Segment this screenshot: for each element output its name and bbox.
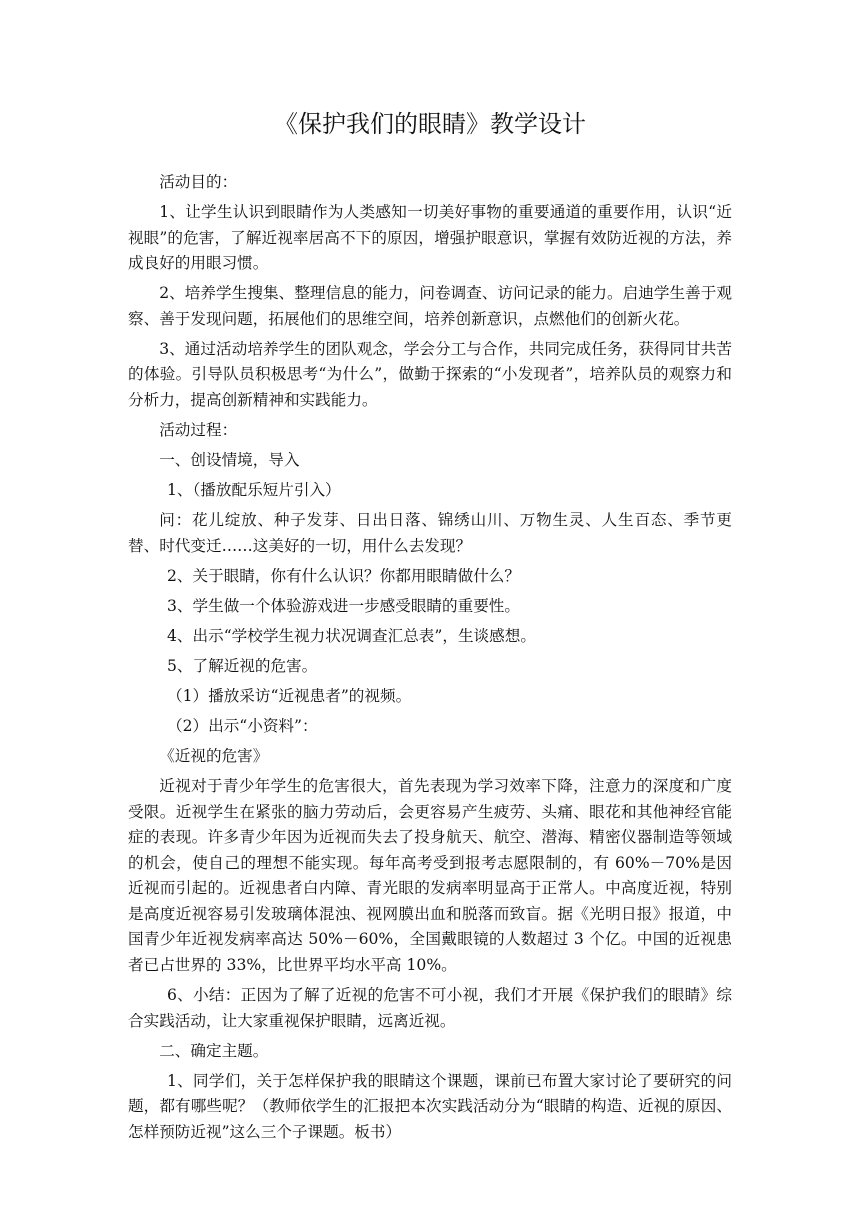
paragraph-section-purpose: 活动目的： [159,173,238,191]
paragraph-purpose-1: 1、让学生认识到眼睛作为人类感知一切美好事物的重要通道的重要作用，认识“近视眼”的危害，了解近视率居高不下的原因，增强护眼意识，掌握有效防近视的方法，养成良好的用眼习惯。 [128,203,732,273]
paragraph-step-4: 4、出示“学校学生视力状况调查汇总表”，生谈感想。 [167,626,536,645]
paragraph-purpose-2: 2、培养学生搜集、整理信息的能力，问卷调查、访问记录的能力。启迪学生善于观察、善于发现问题，拓展他们的思维空间，培养创新意识，点燃他们的创新火花。 [128,284,732,328]
paragraph-substep-2: （2）出示“小资料”： [167,717,318,736]
paragraph-material-body: 近视对于青少年学生的危害很大，首先表现为学习效率下降，注意力的深度和广度受限。近视学生在紧张的脑力劳动后，会更容易产生疲劳、头痛、眼花和其他神经官能症的表现。许多青少年因为近视而失去了投身航天、航空、潜海、精密仪器制造等领域的机会，使自己的理想不能实现。每年高考受到报考志愿限制的，有 60%－70%是因近视而引起的。近视患者白内障、青光眼的发病率明显高于正常人。中高度近视，特别是高度近视容易引发玻璃体混浊、视网膜出血和脱落而致盲。据《光明日报》报道，中国青少年近视发病率高达 50%－60%，全国戴眼镜的人数超过 3 个亿。中国的近视患者已占世界的 33%，比世界平均水平高 10%。 [128,777,732,974]
paragraph-step-1: 1、（播放配乐短片引入） [167,481,341,500]
paragraph-section-process: 活动过程： [159,420,238,439]
paragraph-heading-1: 一、创设情境，导入 [159,450,300,469]
paragraph-question: 问：花儿绽放、种子发芽、日出日落、锦绣山川、万物生灵、人生百态、季节更替、时代变迁……这美好的一切，用什么去发现？ [128,511,732,555]
paragraph-step-5: 5、了解近视的危害。 [167,657,318,676]
paragraph-step-6: 6、小结：正因为了解了近视的危害不可小视，我们才开展《保护我们的眼睛》综合实践活动，让大家重视保护眼睛，远离近视。 [128,986,732,1030]
paragraph-step-3: 3、学生做一个体验游戏进一步感受眼睛的重要性。 [167,596,520,615]
document-body [128,170,732,1150]
paragraph-material-title: 《近视的危害》 [159,747,269,766]
paragraph-topic-1: 1、同学们，关于怎样保护我的眼睛这个课题，课前已布置大家讨论了要研究的问题，都有哪些呢？（教师依学生的汇报把本次实践活动分为“眼睛的构造、近视的原因、怎样预防近视”这么三个子课题。板书） [128,1071,732,1141]
paragraph-purpose-3: 3、通过活动培养学生的团队观念，学会分工与合作，共同完成任务，获得同甘共苦的体验。引导队员积极思考“为什么”，做勤于探索的“小发现者”，培养队员的观察力和分析力，提高创新精神和实践能力。 [128,339,732,409]
paragraph-substep-1: （1）播放采访“近视患者”的视频。 [167,687,412,706]
document-title: 《保护我们的眼睛》教学设计 [274,110,586,138]
paragraph-step-2: 2、关于眼睛，你有什么认识？你都用眼睛做什么？ [167,566,520,585]
paragraph-heading-2: 二、确定主题。 [159,1041,269,1060]
